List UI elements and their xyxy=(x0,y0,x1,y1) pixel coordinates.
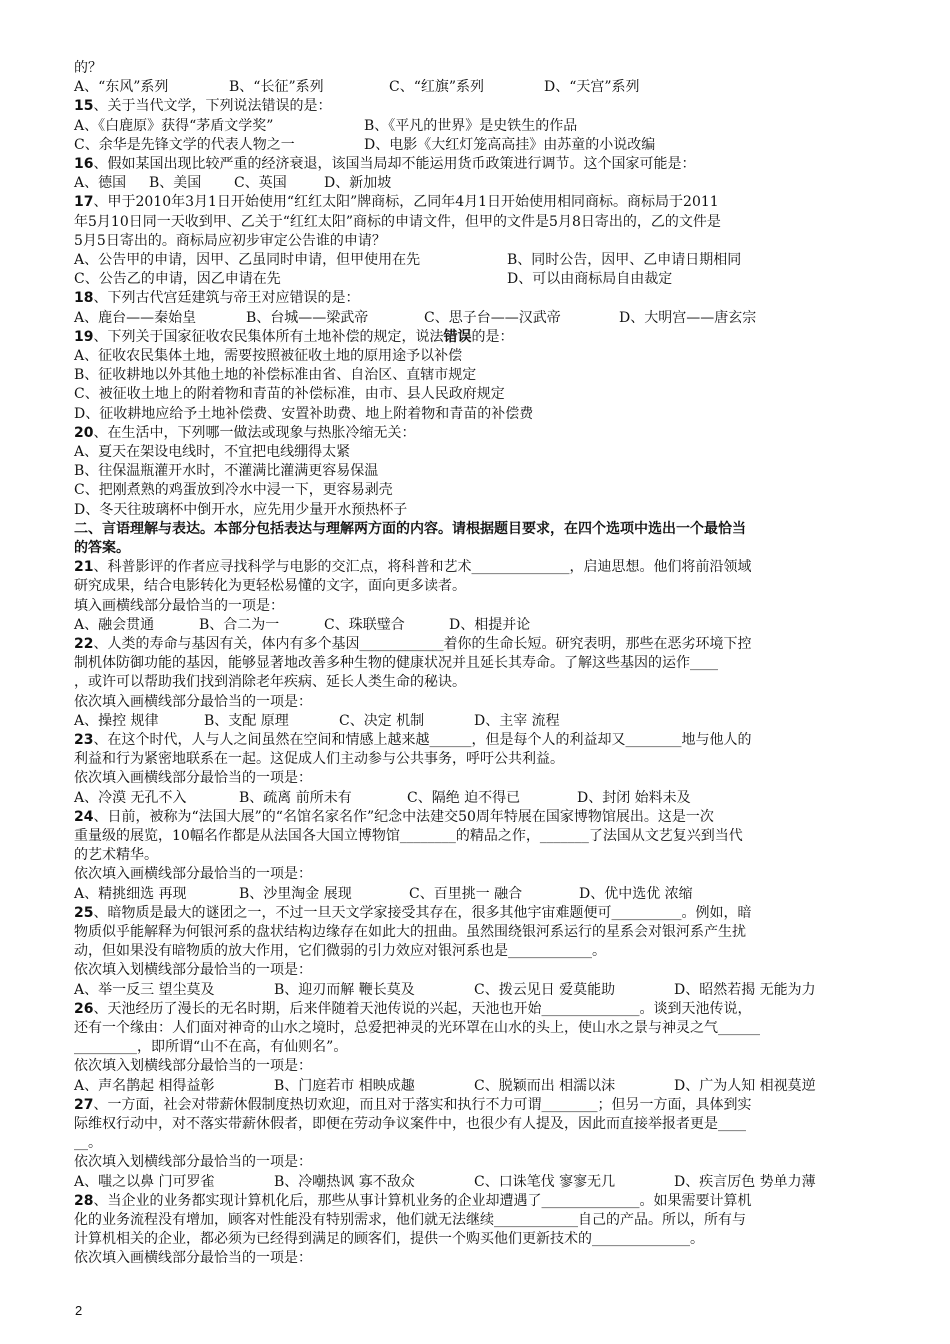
question-number: 17 xyxy=(74,194,94,211)
document-body xyxy=(74,59,894,1269)
question-stem xyxy=(74,808,894,827)
option-choice: C、公告乙的申请，因乙申请在先 xyxy=(74,271,281,288)
options-line xyxy=(74,309,894,328)
question-number: 18 xyxy=(74,290,94,307)
page-number: 2 xyxy=(75,1303,83,1318)
options-line xyxy=(74,981,894,1000)
option-choice: C、思子台——汉武帝 xyxy=(424,309,561,326)
text-line: 利益和行为紧密地联系在一起。这促成人们主动参与公共事务，呼吁公共利益。 xyxy=(74,751,564,768)
option-choice: B、疏离 前所未有 xyxy=(239,789,352,806)
question-stem xyxy=(74,558,894,577)
options-line xyxy=(74,270,894,289)
option-choice: C、拨云见日 爱莫能助 xyxy=(474,981,616,998)
question-stem xyxy=(74,1192,894,1211)
question-stem xyxy=(74,731,894,750)
question-text: 、下列关于国家征收农民集体所有土地补偿的规定，说法 xyxy=(93,328,444,345)
options-line xyxy=(74,885,894,904)
options-line xyxy=(74,117,894,136)
text-line: 际维权行动中，对不落实带薪休假者，即便在劳动争议案件中，也很少有人提及，因此而直接举报者更是____ xyxy=(74,1115,746,1132)
options-line xyxy=(74,78,894,97)
option-choice: B、合二为一 xyxy=(199,616,280,633)
option-choice: A、融会贯通 xyxy=(74,616,155,633)
text-line: 依次填入划横线部分最恰当的一项是： xyxy=(74,962,312,979)
option-choice: C、决定 机制 xyxy=(339,712,425,729)
question-text: 、人类的寿命与基因有关，体内有多个基因____________着你的生命长短。研究表明，那些在恶劣环境下控 xyxy=(93,635,752,652)
text-line: 重量级的展览，10幅名作都是从法国各大国立博物馆________的精品之作，_______了法国从文艺复兴到当代 xyxy=(74,827,743,844)
question-text: 、在这个时代，人与人之间虽然在空间和情感上越来越______，但是每个人的利益却又________地与他人的 xyxy=(93,731,752,748)
question-number: 15 xyxy=(74,98,94,115)
option-choice: C、百里挑一 融合 xyxy=(409,885,523,902)
text-line: A、夏天在架设电线时，不宜把电线绷得太紧 xyxy=(74,443,351,460)
text-line: 的艺术精华。 xyxy=(74,847,158,864)
text-line: _________，即所谓“山不在高，有仙则名”。 xyxy=(74,1039,348,1056)
emphasis-text: 错误 xyxy=(443,328,472,345)
option-choice: D、主宰 流程 xyxy=(474,712,560,729)
question-stem xyxy=(74,424,894,443)
text-line: 依次填入划横线部分最恰当的一项是： xyxy=(74,1058,312,1075)
option-choice: A、德国 xyxy=(74,175,127,192)
question-stem xyxy=(74,1000,894,1019)
text-line: C、把刚煮熟的鸡蛋放到冷水中浸一下，更容易剥壳 xyxy=(74,482,393,499)
text-line: 依次填入画横线部分最恰当的一项是： xyxy=(74,770,312,787)
option-choice: B、美国 xyxy=(149,175,202,192)
question-stem xyxy=(74,635,894,654)
text-line: D、冬天往玻璃杯中倒开水，应先用少量开水预热杯子 xyxy=(74,501,408,518)
question-number: 22 xyxy=(74,635,94,652)
question-text: 的是： xyxy=(471,328,514,345)
option-choice: A、嗤之以鼻 门可罗雀 xyxy=(74,1173,215,1190)
question-number: 26 xyxy=(74,1000,94,1017)
option-choice: D、新加坡 xyxy=(324,175,392,192)
question-stem xyxy=(74,904,894,923)
section-heading: 的答案。 xyxy=(74,539,130,556)
question-text: 、当企业的业务都实现计算机化后，那些从事计算机业务的企业却遭遇了______________。如果需要计算机 xyxy=(93,1192,752,1209)
question-stem xyxy=(74,289,894,308)
text-line: 动，但如果没有暗物质的放大作用，它们微弱的引力效应对银河系也是____________。 xyxy=(74,943,606,960)
option-choice: C、脱颖而出 相濡以沫 xyxy=(474,1077,616,1094)
option-choice: D、疾言厉色 势单力薄 xyxy=(674,1173,816,1190)
option-choice: B、同时公告，因甲、乙申请日期相同 xyxy=(507,251,742,268)
section-heading: 二、言语理解与表达。本部分包括表达与理解两方面的内容。请根据题目要求，在四个选项中选出一个最恰当 xyxy=(74,520,746,537)
option-choice: D、大明宫——唐玄宗 xyxy=(619,309,757,326)
question-number: 27 xyxy=(74,1096,94,1113)
text-line: 依次填入划横线部分最恰当的一项是： xyxy=(74,1154,312,1171)
text-line: ，或许可以帮助我们找到消除老年疾病、延长人类生命的秘诀。 xyxy=(74,674,466,691)
options-line xyxy=(74,712,894,731)
option-choice: A、操控 规律 xyxy=(74,712,159,729)
question-number: 20 xyxy=(74,424,94,441)
text-line: 研究成果，结合电影转化为更轻松易懂的文字，面向更多读者。 xyxy=(74,578,466,595)
text-line: 5月5日寄出的。商标局应初步审定公告谁的申请？ xyxy=(74,232,386,249)
question-text: 、一方面，社会对带薪休假制度热切欢迎，而且对于落实和执行不力可谓________；但另一方面，具体到实 xyxy=(93,1096,752,1113)
question-number: 28 xyxy=(74,1192,94,1209)
question-number: 21 xyxy=(74,559,94,576)
text-line: 制机体防御功能的基因，能够显著地改善多种生物的健康状况并且延长其寿命。了解这些基因的运作____ xyxy=(74,655,718,672)
text-line: D、征收耕地应给予土地补偿费、安置补助费、地上附着物和青苗的补偿费 xyxy=(74,405,534,422)
option-choice: A、精挑细选 再现 xyxy=(74,885,187,902)
question-text: 、关于当代文学，下列说法错误的是： xyxy=(93,98,332,115)
option-choice: C、隔绝 迫不得已 xyxy=(407,789,521,806)
option-choice: B、支配 原理 xyxy=(204,712,289,729)
question-text: 、下列古代宫廷建筑与帝王对应错误的是： xyxy=(93,290,360,307)
question-text: 、甲于2010年3月1日开始使用“红红太阳”牌商标，乙同年4月1日开始使用相同商标。商标局于2011 xyxy=(93,194,719,211)
question-text: 、假如某国出现比较严重的经济衰退，该国当局却不能运用货币政策进行调节。这个国家可能是： xyxy=(93,155,696,172)
question-number: 23 xyxy=(74,731,94,748)
option-choice: D、可以由商标局自由裁定 xyxy=(507,271,673,288)
option-choice: D、广为人知 相视莫逆 xyxy=(674,1077,816,1094)
option-choice: B、门庭若市 相映成趣 xyxy=(274,1077,415,1094)
question-stem xyxy=(74,155,894,174)
text-line: 物质似乎能解释为何银河系的盘状结构边缘存在如此大的扭曲。虽然围绕银河系运行的星系会对银河系产生扰 xyxy=(74,923,746,940)
question-stem xyxy=(74,193,894,212)
text-line: 依次填入画横线部分最恰当的一项是： xyxy=(74,1250,312,1267)
option-choice: C、口诛笔伐 寥寥无几 xyxy=(474,1173,616,1190)
option-choice: B、迎刃而解 鞭长莫及 xyxy=(274,981,415,998)
text-line: A、征收农民集体土地，需要按照被征收土地的原用途予以补偿 xyxy=(74,347,463,364)
options-line xyxy=(74,174,894,193)
question-number: 19 xyxy=(74,328,94,345)
text-line: B、往保温瓶灌开水时，不灌满比灌满更容易保温 xyxy=(74,463,379,480)
text-line: __。 xyxy=(74,1135,102,1152)
option-choice: D、优中选优 浓缩 xyxy=(579,885,693,902)
option-choice: D、“天宫”系列 xyxy=(544,79,640,96)
option-choice: C、余华是先锋文学的代表人物之一 xyxy=(74,136,295,153)
options-line xyxy=(74,616,894,635)
option-choice: A、《白鹿原》获得“茅盾文学奖” xyxy=(74,117,274,134)
question-stem xyxy=(74,1096,894,1115)
question-number: 16 xyxy=(74,155,94,172)
option-choice: A、举一反三 望尘莫及 xyxy=(74,981,215,998)
text-line: 的？ xyxy=(74,60,102,76)
question-stem xyxy=(74,328,894,347)
options-line xyxy=(74,1173,894,1192)
text-line: 年5月10日同一天收到甲、乙关于“红红太阳”商标的申请文件，但甲的文件是5月8日寄出的，乙的文件是 xyxy=(74,213,721,230)
text-line: 化的业务流程没有增加，顾客对性能没有特别需求，他们就无法继续____________自己的产品。所以，所有与 xyxy=(74,1211,746,1228)
question-number: 25 xyxy=(74,904,94,921)
question-number: 24 xyxy=(74,808,94,825)
options-line xyxy=(74,251,894,270)
option-choice: D、封闭 始料未及 xyxy=(577,789,691,806)
option-choice: A、“东风”系列 xyxy=(74,79,169,96)
options-line xyxy=(74,789,894,808)
question-text: 、科普影评的作者应寻找科学与电影的交汇点，将科普和艺术______________，启迪思想。他们将前沿领域 xyxy=(93,559,752,576)
text-line: 依次填入画横线部分最恰当的一项是： xyxy=(74,866,312,883)
options-line xyxy=(74,1077,894,1096)
option-choice: A、冷漠 无孔不入 xyxy=(74,789,187,806)
text-line: 依次填入画横线部分最恰当的一项是： xyxy=(74,693,312,710)
text-line: 填入画横线部分最恰当的一项是： xyxy=(74,597,284,614)
option-choice: B、沙里淘金 展现 xyxy=(239,885,352,902)
option-choice: D、昭然若揭 无能为力 xyxy=(674,981,816,998)
option-choice: C、珠联璧合 xyxy=(324,616,405,633)
option-choice: D、相提并论 xyxy=(449,616,531,633)
options-line xyxy=(74,136,894,155)
text-line: C、被征收土地上的附着物和青苗的补偿标准，由市、县人民政府规定 xyxy=(74,386,505,403)
option-choice: B、冷嘲热讽 寡不敌众 xyxy=(274,1173,415,1190)
question-stem xyxy=(74,97,894,116)
option-choice: A、鹿台——秦始皇 xyxy=(74,309,197,326)
text-line: 计算机相关的企业，都必须为已经得到满足的顾客们，提供一个购买他们更新技术的______________。 xyxy=(74,1231,704,1248)
option-choice: B、“长征”系列 xyxy=(229,79,324,96)
option-choice: B、台城——梁武帝 xyxy=(246,309,369,326)
question-text: 、日前，被称为“法国大展”的“名馆名家名作”纪念中法建交50周年特展在国家博物馆展出。这是一次 xyxy=(93,808,714,825)
question-text: 、天池经历了漫长的无名时期，后来伴随着天池传说的兴起，天池也开始______________。谈到天池传说， xyxy=(93,1000,752,1017)
text-line: B、征收耕地以外其他土地的补偿标准由省、自治区、直辖市规定 xyxy=(74,367,477,384)
question-text: 、在生活中，下列哪一做法或现象与热胀冷缩无关： xyxy=(93,424,416,441)
question-text: 、暗物质是最大的谜团之一，不过一旦天文学家接受其存在，很多其他宇宙难题便可__________。例如，暗 xyxy=(93,904,752,921)
option-choice: A、公告甲的申请，因甲、乙虽同时申请，但甲使用在先 xyxy=(74,251,421,268)
option-choice: C、英国 xyxy=(234,175,287,192)
option-choice: D、电影《大红灯笼高高挂》由苏童的小说改编 xyxy=(364,136,656,153)
text-line: 还有一个缘由：人们面对神奇的山水之境时，总爱把神灵的光环罩在山水的头上，使山水之景与神灵之气______ xyxy=(74,1019,760,1036)
option-choice: C、“红旗”系列 xyxy=(389,79,485,96)
option-choice: A、声名鹊起 相得益彰 xyxy=(74,1077,215,1094)
option-choice: B、《平凡的世界》是史铁生的作品 xyxy=(364,117,578,134)
